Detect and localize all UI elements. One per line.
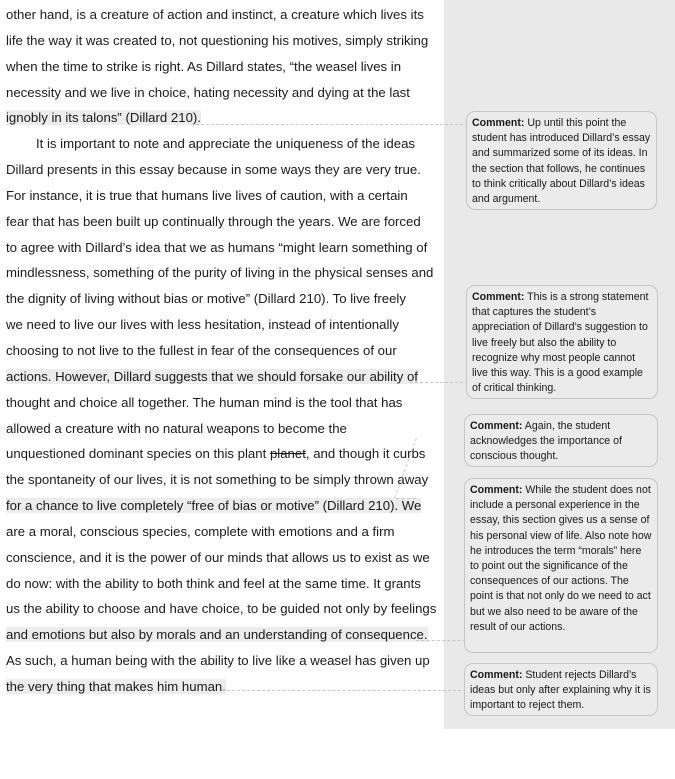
text-line (6, 441, 440, 467)
text-line: fear that has been built up continually through the years. We are forced (6, 213, 421, 229)
text-line: we need to live our lives with less hesitation, instead of intentionally (6, 317, 399, 333)
text-line (6, 105, 440, 131)
comment-text: Up until this point the student has introduced Dillard’s essay and summarized some of its ideas. In the section that follows, he continues to think critically about Dillard’s ideas and argument. (472, 117, 651, 206)
text-segment: , and though it curbs (305, 446, 426, 462)
text-line: us the ability to choose and have choice, to be guided not only by feelings (6, 601, 437, 617)
comment-label: Comment: (472, 291, 525, 303)
comment-text: Student rejects Dillard’s ideas but only after explaining why it is important to reject them. (470, 669, 651, 712)
comment-label: Comment: (470, 484, 523, 496)
comment-label: Comment: (472, 117, 525, 129)
text-line: thought and choice all together. The human mind is the tool that has (6, 394, 403, 410)
comment-leader-line (196, 124, 468, 125)
text-line: Dillard presents in this essay because in some ways they are very true. (6, 162, 421, 178)
text-segment: unquestioned dominant species on this plant (6, 446, 267, 462)
text-line: to agree with Dillard’s idea that we as humans “might learn something of (6, 239, 428, 255)
text-line: necessity and we live in choice, hating necessity and dying at the last (6, 84, 410, 100)
comment-leader-line (222, 690, 466, 691)
comment-balloon[interactable] (464, 663, 658, 716)
comment-balloon[interactable] (466, 111, 657, 210)
text-line: allowed a creature with no natural weapons to become the (6, 420, 347, 436)
commented-text[interactable]: for a chance to live completely “free of bias or motive” (Dillard 210). We (6, 498, 422, 514)
comment-leader-line (416, 640, 466, 641)
comment-text: This is a strong statement that captures the student’s appreciation of Dillard’s suggestion to live freely but also the ability to recognize why most people cannot live this way. This is a good example of critical thinking. (472, 291, 649, 395)
essay-body (6, 2, 440, 700)
comment-leader-line (396, 498, 416, 499)
comment-balloon[interactable] (464, 478, 658, 653)
commented-text[interactable]: ignobly in its talons” (Dillard 210). (6, 110, 201, 126)
text-line (6, 493, 440, 519)
text-line: do now: with the ability to both think and feel at the same time. It grants (6, 575, 421, 591)
text-line: life the way it was created to, not questioning his motives, simply striking (6, 32, 429, 48)
comment-leader-line (410, 382, 468, 383)
text-line: are a moral, conscious species, complete with emotions and a firm (6, 523, 395, 539)
text-line: when the time to strike is right. As Dillard states, “the weasel lives in (6, 58, 402, 74)
text-line: choosing to not live to the fullest in fear of the consequences of our (6, 342, 397, 358)
deleted-text: planet (269, 446, 306, 462)
text-line: the spontaneity of our lives, it is not something to be simply thrown away (6, 472, 429, 488)
comment-text: Again, the student acknowledges the importance of conscious thought. (470, 420, 622, 463)
paragraph-start-line: It is important to note and appreciate the uniqueness of the ideas (36, 136, 416, 152)
comment-balloon[interactable] (464, 414, 658, 467)
comment-balloon[interactable] (466, 285, 658, 399)
text-line: mindlessness, something of the purity of living in the physical senses and (6, 265, 434, 281)
text-line: conscience, and it is the power of our minds that allows us to exist as we (6, 549, 430, 565)
comment-label: Comment: (470, 420, 523, 432)
commented-text[interactable]: actions. However, Dillard suggests that we should forsake our ability of (6, 368, 418, 384)
comment-text: While the student does not include a personal experience in the essay, this section gives us a sense of his personal view of life. Also note how he introduces the term “morals” here to point out the significance of the consequences of our actions. The point is that not only do we need to act but we also need to be aware of the result of our actions. (470, 484, 652, 633)
commented-text[interactable]: and emotions but also by morals and an understanding of consequence. (6, 627, 428, 643)
text-line: the dignity of living without bias or motive” (Dillard 210). To live freely (6, 291, 406, 307)
text-line (6, 674, 440, 700)
commented-text[interactable]: the very thing that makes him human. (6, 678, 226, 694)
text-line (6, 622, 440, 648)
text-line: other hand, is a creature of action and instinct, a creature which lives its (6, 7, 424, 22)
text-line: For instance, it is true that humans live lives of caution, with a certain (6, 187, 408, 203)
comment-label: Comment: (470, 669, 523, 681)
text-line: As such, a human being with the ability to live like a weasel has given up (6, 653, 430, 669)
text-line (6, 364, 440, 390)
